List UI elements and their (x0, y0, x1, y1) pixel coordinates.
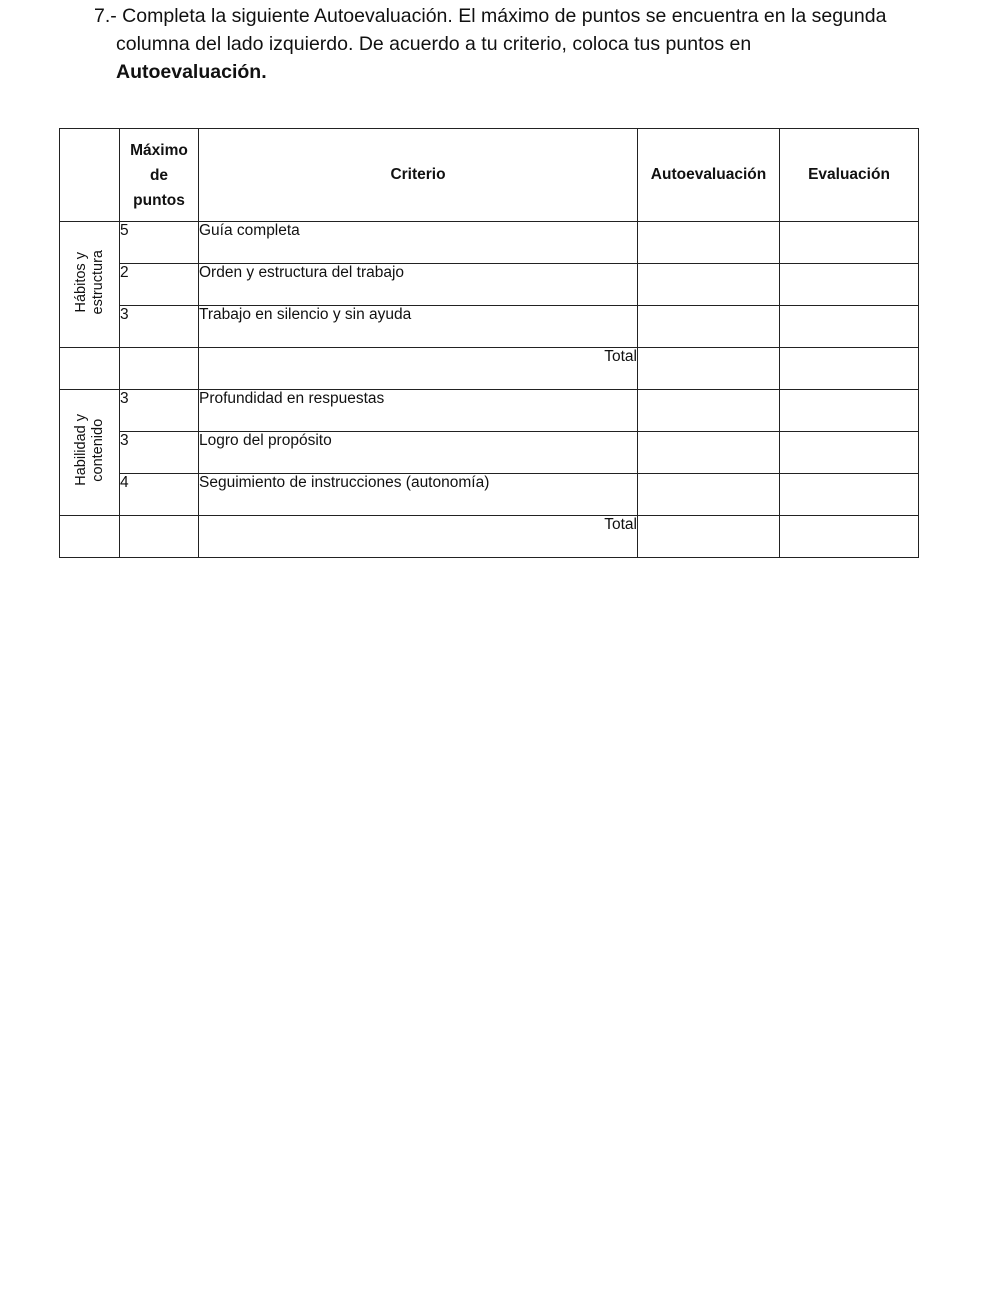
points-cell: 2 (120, 264, 199, 306)
evaluacion-cell[interactable] (780, 306, 919, 348)
instruction-line-2: columna del lado izquierdo. De acuerdo a tu criterio, coloca tus puntos en (116, 33, 752, 55)
table-row (60, 306, 919, 348)
instruction-line-3: Autoevaluación. (116, 61, 267, 83)
autoevaluacion-cell[interactable] (638, 432, 780, 474)
total-row (60, 516, 919, 558)
evaluacion-cell[interactable] (780, 222, 919, 264)
criterio-cell: Logro del propósito (199, 432, 638, 474)
autoevaluacion-total-cell[interactable] (638, 516, 780, 558)
points-cell: 3 (120, 306, 199, 348)
empty-cell (120, 516, 199, 558)
evaluacion-cell[interactable] (780, 264, 919, 306)
evaluacion-total-cell[interactable] (780, 516, 919, 558)
table-row (60, 222, 919, 264)
group-label-habitos: Hábitos y estructura (60, 222, 120, 348)
table-row (60, 390, 919, 432)
table-row (60, 474, 919, 516)
autoevaluacion-cell[interactable] (638, 306, 780, 348)
header-max-points: Máximo de puntos (120, 129, 199, 222)
header-row (60, 129, 919, 222)
points-cell: 4 (120, 474, 199, 516)
rubric-table (59, 128, 919, 558)
autoevaluacion-cell[interactable] (638, 390, 780, 432)
criterio-cell: Trabajo en silencio y sin ayuda (199, 306, 638, 348)
criterio-cell: Guía completa (199, 222, 638, 264)
evaluacion-cell[interactable] (780, 474, 919, 516)
table-row (60, 264, 919, 306)
autoevaluacion-total-cell[interactable] (638, 348, 780, 390)
autoevaluacion-cell[interactable] (638, 264, 780, 306)
criterio-cell: Profundidad en respuestas (199, 390, 638, 432)
instruction-line-1: 7.- Completa la siguiente Autoevaluación. El máximo de puntos se encuentra en la segunda (94, 5, 887, 27)
header-autoevaluacion: Autoevaluación (638, 129, 780, 222)
empty-cell (60, 348, 120, 390)
total-row (60, 348, 919, 390)
autoevaluacion-cell[interactable] (638, 222, 780, 264)
empty-cell (120, 348, 199, 390)
header-criterio: Criterio (199, 129, 638, 222)
criterio-cell: Orden y estructura del trabajo (199, 264, 638, 306)
header-evaluacion: Evaluación (780, 129, 919, 222)
empty-cell (60, 516, 120, 558)
total-label: Total (199, 348, 638, 390)
points-cell: 3 (120, 390, 199, 432)
table-row (60, 432, 919, 474)
points-cell: 3 (120, 432, 199, 474)
header-group (60, 129, 120, 222)
group-label-habilidad: Habilidad y contenido (60, 390, 120, 516)
points-cell: 5 (120, 222, 199, 264)
evaluacion-total-cell[interactable] (780, 348, 919, 390)
evaluacion-cell[interactable] (780, 432, 919, 474)
autoevaluacion-cell[interactable] (638, 474, 780, 516)
criterio-cell: Seguimiento de instrucciones (autonomía) (199, 474, 638, 516)
evaluacion-cell[interactable] (780, 390, 919, 432)
total-label: Total (199, 516, 638, 558)
instructions (94, 2, 974, 86)
